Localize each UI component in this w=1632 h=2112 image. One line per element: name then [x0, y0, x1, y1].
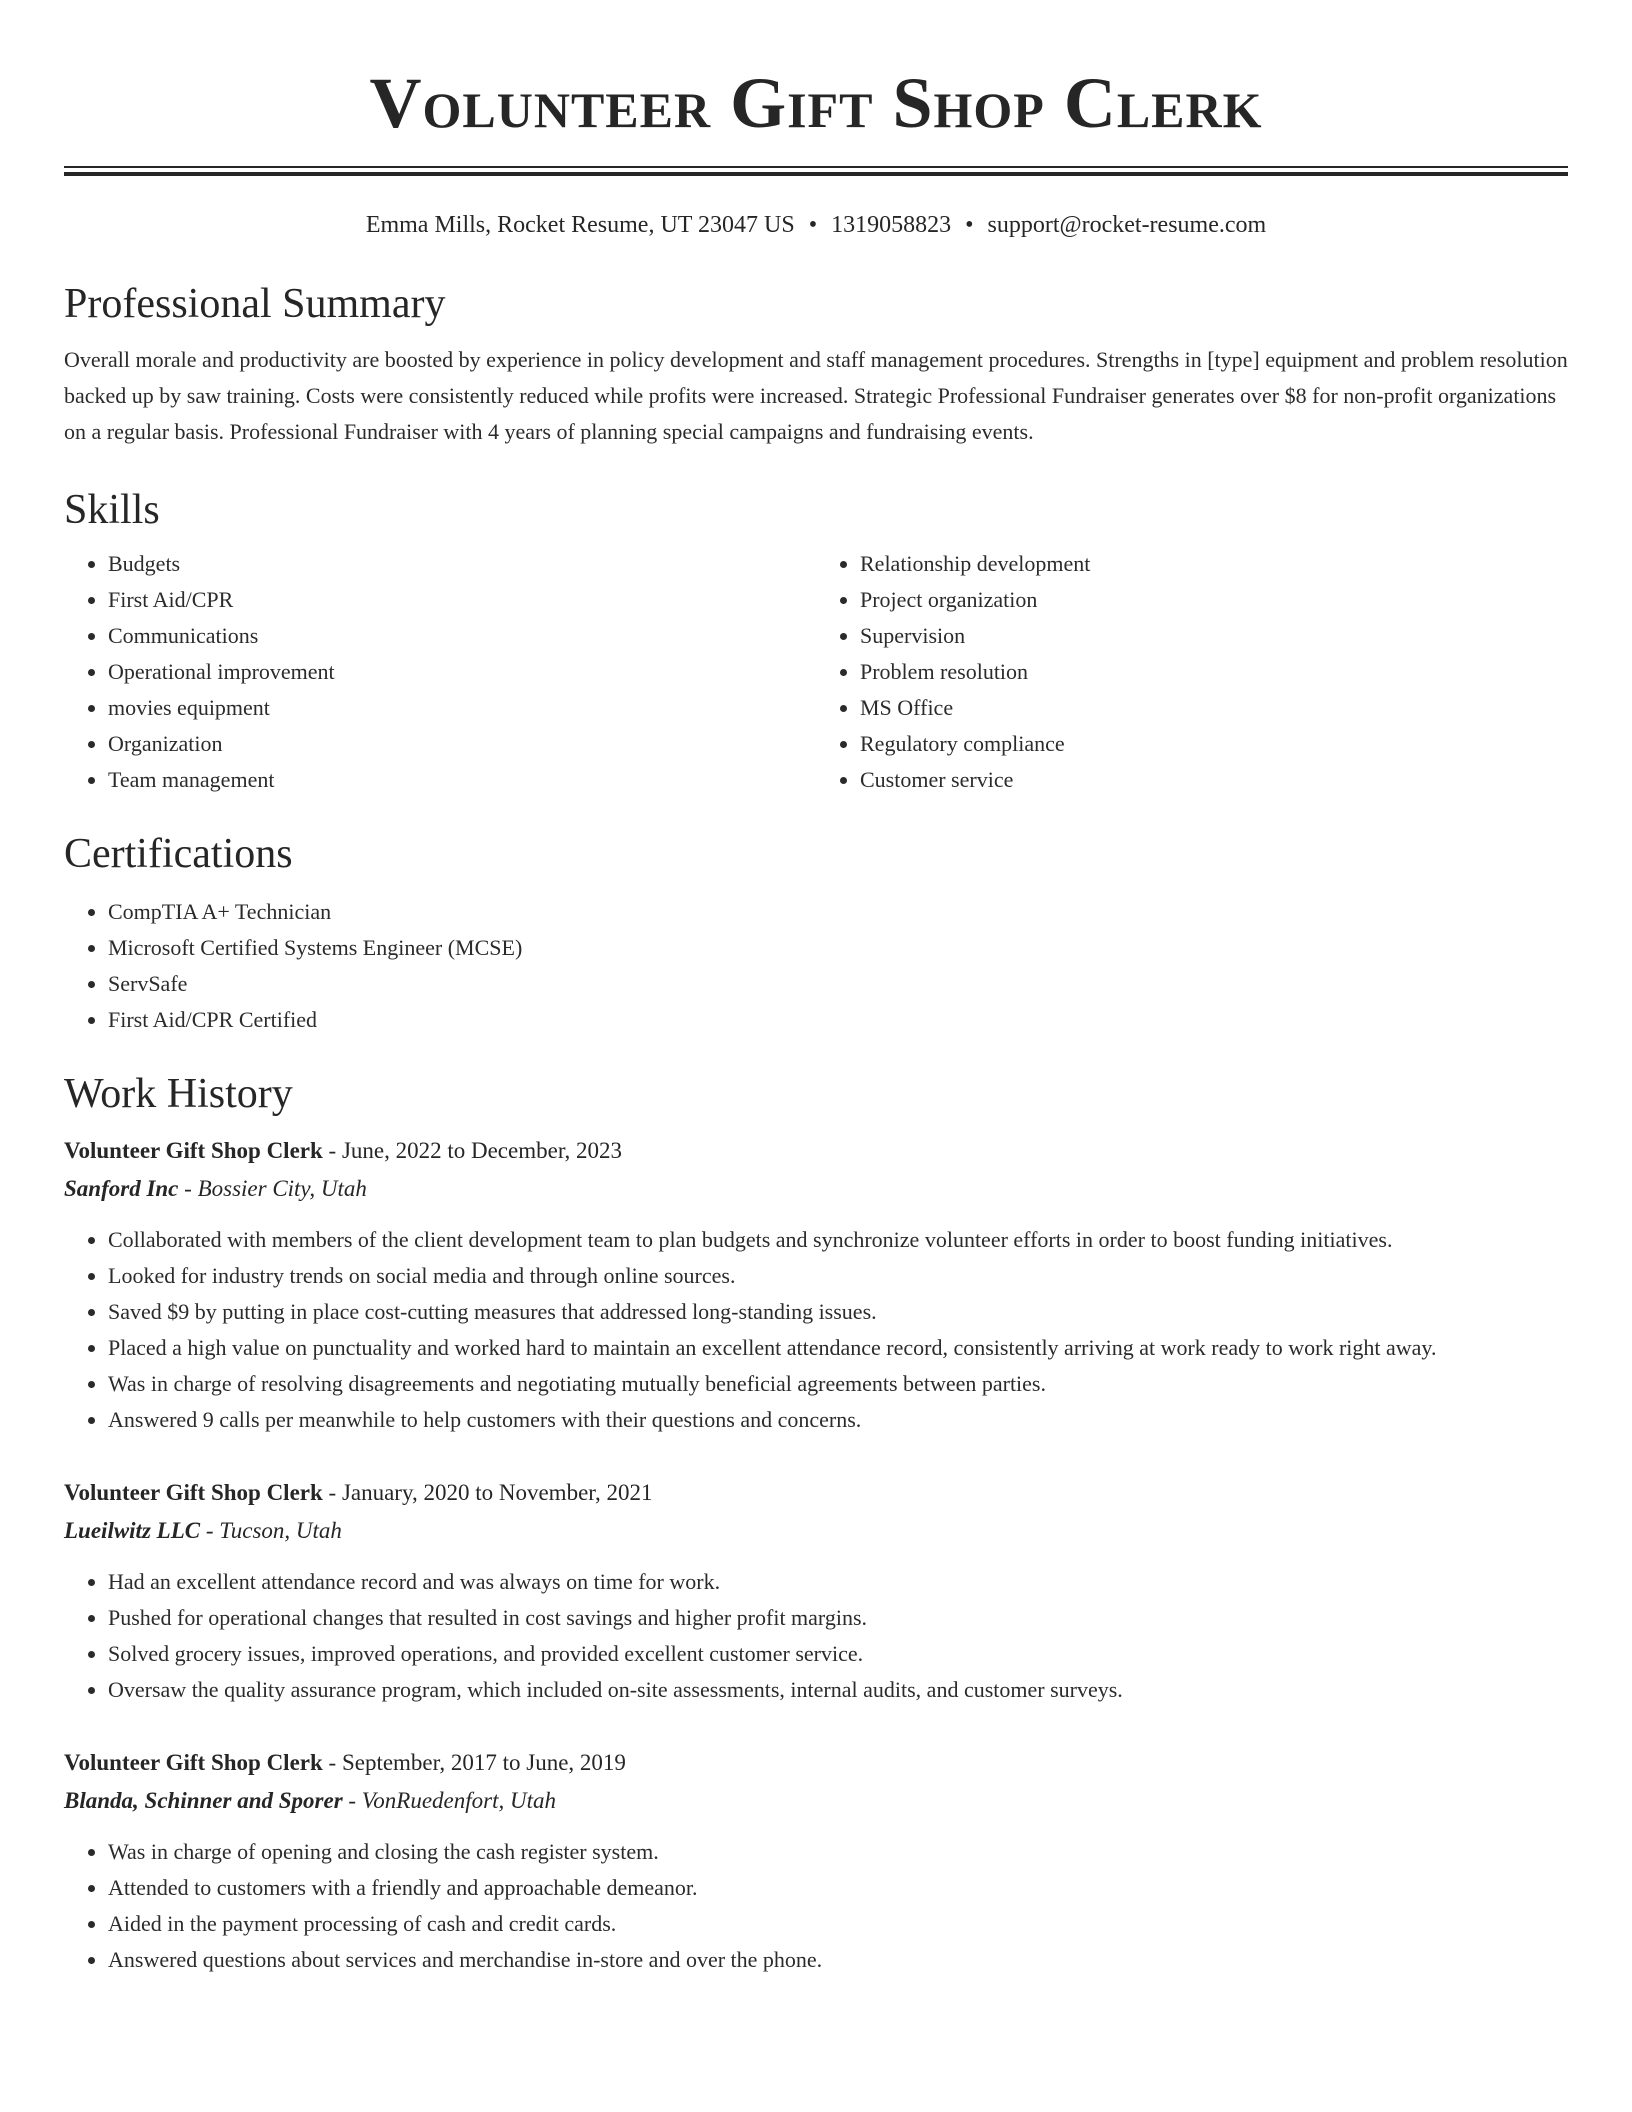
summary-heading: Professional Summary: [64, 281, 446, 327]
skills-list-right: [816, 546, 1568, 798]
job-entry: [64, 1132, 1568, 1438]
job-duty: • Attended to customers with a friendly and approachable demeanor.: [108, 1870, 1568, 1906]
job-duties-list: [64, 1222, 1568, 1438]
job-duties-list: [64, 1834, 1568, 1978]
contact-email: support@rocket-resume.com: [987, 212, 1267, 238]
job-dates: - January, 2020 to November, 2021: [322, 1480, 653, 1505]
job-duty: • Collaborated with members of the client development team to plan budgets and synchronize volunteer efforts in order to boost funding initiatives.: [108, 1222, 1568, 1258]
company-line: [64, 1170, 1568, 1208]
contact-address: Emma Mills, Rocket Resume, UT 23047 US: [365, 212, 795, 238]
job-title: Volunteer Gift Shop Clerk: [64, 1750, 323, 1775]
certification-item: • First Aid/CPR Certified: [108, 1002, 1568, 1038]
job-duty: • Answered 9 calls per meanwhile to help customers with their questions and concerns.: [108, 1402, 1568, 1438]
title-divider: [64, 166, 1568, 176]
skill-item: • Supervision: [860, 618, 1568, 654]
skill-item: • Communications: [108, 618, 816, 654]
certification-item: • ServSafe: [108, 966, 1568, 1002]
company-line: [64, 1512, 1568, 1550]
skills-list-left: [64, 546, 816, 798]
skill-item: • movies equipment: [108, 690, 816, 726]
company-line: [64, 1782, 1568, 1820]
job-duty: • Placed a high value on punctuality and worked hard to maintain an excellent attendance record, consistently arriving at work ready to work right away.: [108, 1330, 1568, 1366]
skill-item: • Relationship development: [860, 546, 1568, 582]
resume-title: Volunteer Gift Shop Clerk: [369, 63, 1263, 143]
job-dates: - June, 2022 to December, 2023: [322, 1138, 623, 1163]
job-title-line: [64, 1474, 1568, 1512]
contact-separator: •: [808, 212, 818, 238]
company-name: Sanford Inc: [64, 1176, 179, 1201]
skill-item: • Operational improvement: [108, 654, 816, 690]
job-dates: - September, 2017 to June, 2019: [322, 1750, 626, 1775]
certification-item: • CompTIA A+ Technician: [108, 894, 1568, 930]
job-duty: • Oversaw the quality assurance program, which included on-site assessments, internal audits, and customer surveys.: [108, 1672, 1568, 1708]
skill-item: • MS Office: [860, 690, 1568, 726]
job-entry: [64, 1474, 1568, 1708]
skills-heading: Skills: [64, 487, 160, 533]
job-duty: • Answered questions about services and merchandise in-store and over the phone.: [108, 1942, 1568, 1978]
skills-columns: [64, 546, 1568, 798]
job-duty: • Pushed for operational changes that resulted in cost savings and higher profit margins.: [108, 1600, 1568, 1636]
certification-item: • Microsoft Certified Systems Engineer (MCSE): [108, 930, 1568, 966]
job-title: Volunteer Gift Shop Clerk: [64, 1480, 323, 1505]
skill-item: • Project organization: [860, 582, 1568, 618]
company-name: Blanda, Schinner and Sporer: [64, 1788, 343, 1813]
skill-item: • Problem resolution: [860, 654, 1568, 690]
job-duty: • Was in charge of resolving disagreements and negotiating mutually beneficial agreements between parties.: [108, 1366, 1568, 1402]
company-name: Lueilwitz LLC: [64, 1518, 201, 1543]
company-location: - Bossier City, Utah: [178, 1176, 367, 1201]
summary-text: Overall morale and productivity are boosted by experience in policy development and staff management procedures. Strengths in [type] equipment and problem resolution backed up by saw training. Costs were consistently reduced while profits were increased. Strategic Professional Fundraiser generates over $8 for non-profit organizations on a regular basis. Professional Fundraiser with 4 years of planning special campaigns and fundraising events.: [64, 347, 1568, 444]
contact-separator: •: [965, 212, 974, 238]
skill-item: • First Aid/CPR: [108, 582, 816, 618]
job-title-line: [64, 1132, 1568, 1170]
work-history-heading: Work History: [64, 1071, 293, 1117]
skill-item: • Regulatory compliance: [860, 726, 1568, 762]
job-duty: • Looked for industry trends on social media and through online sources.: [108, 1258, 1568, 1294]
company-location: - VonRuedenfort, Utah: [342, 1788, 556, 1813]
job-duty: • Aided in the payment processing of cash and credit cards.: [108, 1906, 1568, 1942]
job-title: Volunteer Gift Shop Clerk: [64, 1138, 323, 1163]
job-duty: • Was in charge of opening and closing the cash register system.: [108, 1834, 1568, 1870]
company-location: - Tucson, Utah: [200, 1518, 342, 1543]
job-duty: • Saved $9 by putting in place cost-cutting measures that addressed long-standing issues.: [108, 1294, 1568, 1330]
certifications-heading: Certifications: [64, 831, 293, 877]
contact-line: [64, 210, 1568, 240]
skill-item: • Team management: [108, 762, 816, 798]
contact-phone: 1319058823: [831, 212, 952, 238]
skill-item: • Customer service: [860, 762, 1568, 798]
job-duty: • Solved grocery issues, improved operations, and provided excellent customer service.: [108, 1636, 1568, 1672]
job-duty: • Had an excellent attendance record and was always on time for work.: [108, 1564, 1568, 1600]
job-duties-list: [64, 1564, 1568, 1708]
job-title-line: [64, 1744, 1568, 1782]
job-entry: [64, 1744, 1568, 1978]
skill-item: • Organization: [108, 726, 816, 762]
skill-item: • Budgets: [108, 546, 816, 582]
certifications-list: [64, 894, 1568, 1038]
